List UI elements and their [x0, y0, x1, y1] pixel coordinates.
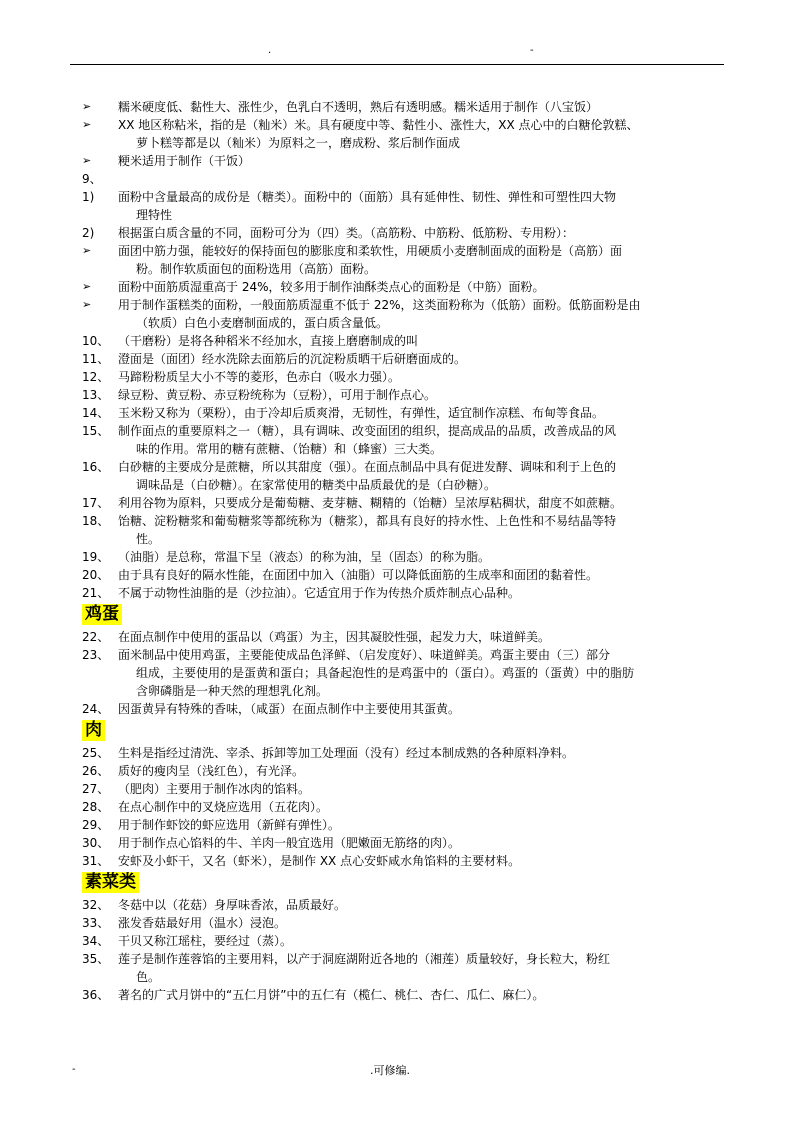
list-item-line: [82, 566, 722, 584]
item-text: 用于制作蛋糕类的面粉，一般面筋质湿重不低于 22%，这类面粉称为（低筋）面粉。低筋面粉是由: [118, 298, 641, 312]
item-number: 19、: [82, 550, 110, 564]
list-item-line: [82, 512, 722, 530]
item-text: 著名的广式月饼中的“五仁月饼”中的五仁有（榄仁、桃仁、杏仁、瓜仁、麻仁）。: [118, 988, 545, 1002]
list-item-line: [82, 134, 722, 152]
item-number: 21、: [82, 586, 110, 600]
footer-editable-note: .可修编.: [370, 1064, 410, 1077]
arrow-bullet-icon: ➢: [82, 244, 92, 257]
list-item-line: [82, 700, 722, 718]
item-text: 调味品是（白砂糖）。在家常使用的糖类中品质最优的是（白砂糖）。: [136, 478, 497, 492]
item-text: 色。: [136, 970, 161, 984]
item-number: 33、: [82, 916, 110, 930]
item-number: 23、: [82, 648, 110, 662]
list-item-line: [82, 350, 722, 368]
item-text: XX 地区称粘米，指的是（籼米）米。具有硬度中等、黏性小、涨性大，XX 点心中的白糖伦敦糕、: [118, 118, 639, 132]
item-text: 面米制品中使用鸡蛋，主要能使成品色泽鲜、（启发度好）、味道鲜美。鸡蛋主要由（三）部分: [118, 648, 611, 662]
list-item-line: [82, 170, 722, 188]
list-item-line: [82, 314, 722, 332]
list-item-line: [82, 404, 722, 422]
list-item-line: [82, 968, 722, 986]
section-heading-text: 肉: [82, 720, 105, 741]
item-text: 涨发香菇最好用（温水）浸泡。: [118, 916, 287, 930]
item-number: 27、: [82, 782, 110, 796]
list-item-line: [82, 762, 722, 780]
item-text: 白砂糖的主要成分是蔗糖，所以其甜度（强）。在面点制品中具有促进发酵、调味和利于上色的: [118, 460, 617, 474]
list-item-line: [82, 98, 722, 116]
item-text: （肥肉）主要用于制作冰肉的馅料。: [118, 782, 311, 796]
item-text: 因蛋黄异有特殊的香味，（咸蛋）在面点制作中主要使用其蛋黄。: [118, 702, 461, 716]
item-text: 不属于动物性油脂的是（沙拉油）。它适宜用于作为传热介质炸制点心品种。: [118, 586, 521, 600]
item-number: 28、: [82, 800, 110, 814]
item-text: 粉。制作软质面包的面粉选用（高筋）面粉。: [136, 262, 377, 276]
item-text: 理特性: [136, 208, 173, 222]
section-heading-text: 素菜类: [82, 872, 139, 893]
item-text: 玉米粉又称为（栗粉），由于冷却后质爽滑，无韧性，有弹性，适宜制作凉糕、布甸等食品。: [118, 406, 605, 420]
arrow-bullet-icon: ➢: [82, 154, 92, 167]
item-text: 在面点制作中使用的蛋品以（鸡蛋）为主，因其凝胶性强，起发力大，味道鲜美。: [118, 630, 551, 644]
item-number: 12、: [82, 370, 110, 384]
section-heading: [82, 718, 722, 744]
item-text: 面粉中面筋质湿重高于 24%，较多用于制作油酥类点心的面粉是（中筋）面粉。: [118, 280, 545, 294]
arrow-bullet-icon: ➢: [82, 298, 92, 311]
item-text: 冬菇中以（花菇）身厚味香浓，品质最好。: [118, 898, 347, 912]
item-text: 粳米适用于制作（干饭）: [118, 154, 251, 168]
item-text: 由于具有良好的隔水性能，在面团中加入（油脂）可以降低面筋的生成率和面团的黏着性。: [118, 568, 599, 582]
list-item-line: [82, 530, 722, 548]
list-item-line: [82, 440, 722, 458]
item-number: 14、: [82, 406, 110, 420]
item-text: 制作面点的重要原料之一（糖），具有调味、改变面团的组织，提高成品的品质，改善成品的风: [118, 424, 617, 438]
list-item-line: [82, 386, 722, 404]
header-dot-right: -: [530, 45, 534, 56]
item-number: 31、: [82, 854, 110, 868]
list-item-line: [82, 476, 722, 494]
item-number: 9、: [82, 172, 102, 186]
item-text: 利用谷物为原料，只要成分是葡萄糖、麦芽糖、糊精的（饴糖）呈浓厚粘稠状，甜度不如蔗糖。: [118, 496, 623, 510]
list-item-line: [82, 242, 722, 260]
list-item-line: [82, 914, 722, 932]
section-heading: [82, 870, 722, 896]
list-item-line: [82, 548, 722, 566]
item-number: 2): [82, 226, 95, 240]
item-number: 10、: [82, 334, 110, 348]
item-text: 用于制作点心馅料的牛、羊肉一般宜选用（肥嫩面无筋络的肉）。: [118, 836, 461, 850]
list-item-line: [82, 798, 722, 816]
item-number: 29、: [82, 818, 110, 832]
list-item-line: [82, 834, 722, 852]
list-item-line: [82, 188, 722, 206]
item-number: 18、: [82, 514, 110, 528]
list-item-line: [82, 278, 722, 296]
item-text: 根据蛋白质含量的不同，面粉可分为（四）类。（高筋粉、中筋粉、低筋粉、专用粉）：: [118, 226, 575, 240]
item-text: 面粉中含量最高的成份是（糖类）。面粉中的（面筋）具有延伸性、韧性、弹性和可塑性四大物: [118, 190, 617, 204]
list-item-line: [82, 296, 722, 314]
list-item-line: [82, 224, 722, 242]
item-number: 20、: [82, 568, 110, 582]
item-number: 24、: [82, 702, 110, 716]
item-text: 质好的瘦肉呈（浅红色），有光泽。: [118, 764, 305, 778]
item-number: 13、: [82, 388, 110, 402]
list-item-line: [82, 584, 722, 602]
item-number: 11、: [82, 352, 110, 366]
list-item-line: [82, 780, 722, 798]
item-number: 1): [82, 190, 95, 204]
list-item-line: [82, 368, 722, 386]
item-number: 34、: [82, 934, 110, 948]
list-item-line: [82, 896, 722, 914]
list-item-line: [82, 950, 722, 968]
item-text: 生料是指经过清洗、宰杀、拆卸等加工处理面（没有）经过本制成熟的各种原料净料。: [118, 746, 575, 760]
section-heading: [82, 602, 722, 628]
list-item-line: [82, 816, 722, 834]
list-item-line: [82, 152, 722, 170]
list-item-line: [82, 422, 722, 440]
list-item-line: [82, 932, 722, 950]
list-item-line: [82, 682, 722, 700]
item-text: （油脂）是总称，常温下呈（液态）的称为油，呈（固态）的称为脂。: [118, 550, 491, 564]
list-item-line: [82, 458, 722, 476]
list-item-line: [82, 986, 722, 1004]
item-text: 含卵磷脂是一种天然的理想乳化剂。: [136, 684, 329, 698]
list-item-line: [82, 260, 722, 278]
item-number: 36、: [82, 988, 110, 1002]
item-number: 22、: [82, 630, 110, 644]
item-text: 面团中筋力强，能较好的保持面包的膨胀度和柔软性，用硬质小麦磨制面成的面粉是（高筋）面: [118, 244, 623, 258]
list-item-line: [82, 116, 722, 134]
item-number: 25、: [82, 746, 110, 760]
item-text: 澄面是（面团）经水洗除去面筋后的沉淀粉质晒干后研磨面成的。: [118, 352, 467, 366]
item-text: 安虾及小虾干，又名（虾米），是制作 XX 点心安虾咸水角馅料的主要材料。: [118, 854, 521, 868]
arrow-bullet-icon: ➢: [82, 100, 92, 113]
arrow-bullet-icon: ➢: [82, 118, 92, 131]
list-item-line: [82, 494, 722, 512]
item-text: 干贝又称江瑶柱，要经过（蒸）。: [118, 934, 293, 948]
list-item-line: [82, 852, 722, 870]
item-text: 萝卜糕等都是以（籼米）为原料之一，磨成粉、浆后制作面成: [136, 136, 461, 150]
item-text: （软质）白色小麦磨制面成的，蛋白质含量低。: [136, 316, 389, 330]
header-dot-left: .: [268, 45, 272, 56]
item-text: 莲子是制作莲蓉馅的主要用料，以产于洞庭湖附近各地的（湘莲）质量较好，身长粒大，粉红: [118, 952, 611, 966]
item-number: 30、: [82, 836, 110, 850]
item-number: 17、: [82, 496, 110, 510]
arrow-bullet-icon: ➢: [82, 280, 92, 293]
item-text: 糯米硬度低、黏性大、涨性少，色乳白不透明，熟后有透明感。糯米适用于制作（八宝饭）: [118, 100, 599, 114]
item-text: 性。: [136, 532, 161, 546]
item-text: 用于制作虾饺的虾应选用（新鲜有弹性）。: [118, 818, 341, 832]
item-number: 26、: [82, 764, 110, 778]
item-text: 马蹄粉粉质呈大小不等的菱形，色赤白（吸水力强）。: [118, 370, 401, 384]
item-text: 味的作用。常用的糖有蔗糖、（饴糖）和（蜂蜜）三大类。: [136, 442, 443, 456]
list-item-line: [82, 628, 722, 646]
item-text: 在点心制作中的叉烧应选用（五花肉）。: [118, 800, 329, 814]
item-number: 32、: [82, 898, 110, 912]
list-item-line: [82, 206, 722, 224]
footer-left-mark: -: [72, 1064, 76, 1075]
list-item-line: [82, 332, 722, 350]
list-item-line: [82, 664, 722, 682]
item-number: 16、: [82, 460, 110, 474]
item-number: 15、: [82, 424, 110, 438]
item-text: 绿豆粉、黄豆粉、赤豆粉统称为（豆粉），可用于制作点心。: [118, 388, 437, 402]
item-text: 饴糖、淀粉糖浆和葡萄糖浆等都统称为（糖浆），都具有良好的持水性、上色性和不易结晶等特: [118, 514, 617, 528]
section-heading-text: 鸡蛋: [82, 604, 122, 625]
item-number: 35、: [82, 952, 110, 966]
list-item-line: [82, 646, 722, 664]
item-text: （干磨粉）是将各种稻米不经加水，直接上磨磨制成的叫: [118, 334, 419, 348]
document-body: [82, 98, 722, 1004]
list-item-line: [82, 744, 722, 762]
header-rule: [70, 64, 724, 65]
item-text: 组成，主要使用的是蛋黄和蛋白；具备起泡性的是鸡蛋中的（蛋白）。鸡蛋的（蛋黄）中的脂肪: [136, 666, 635, 680]
